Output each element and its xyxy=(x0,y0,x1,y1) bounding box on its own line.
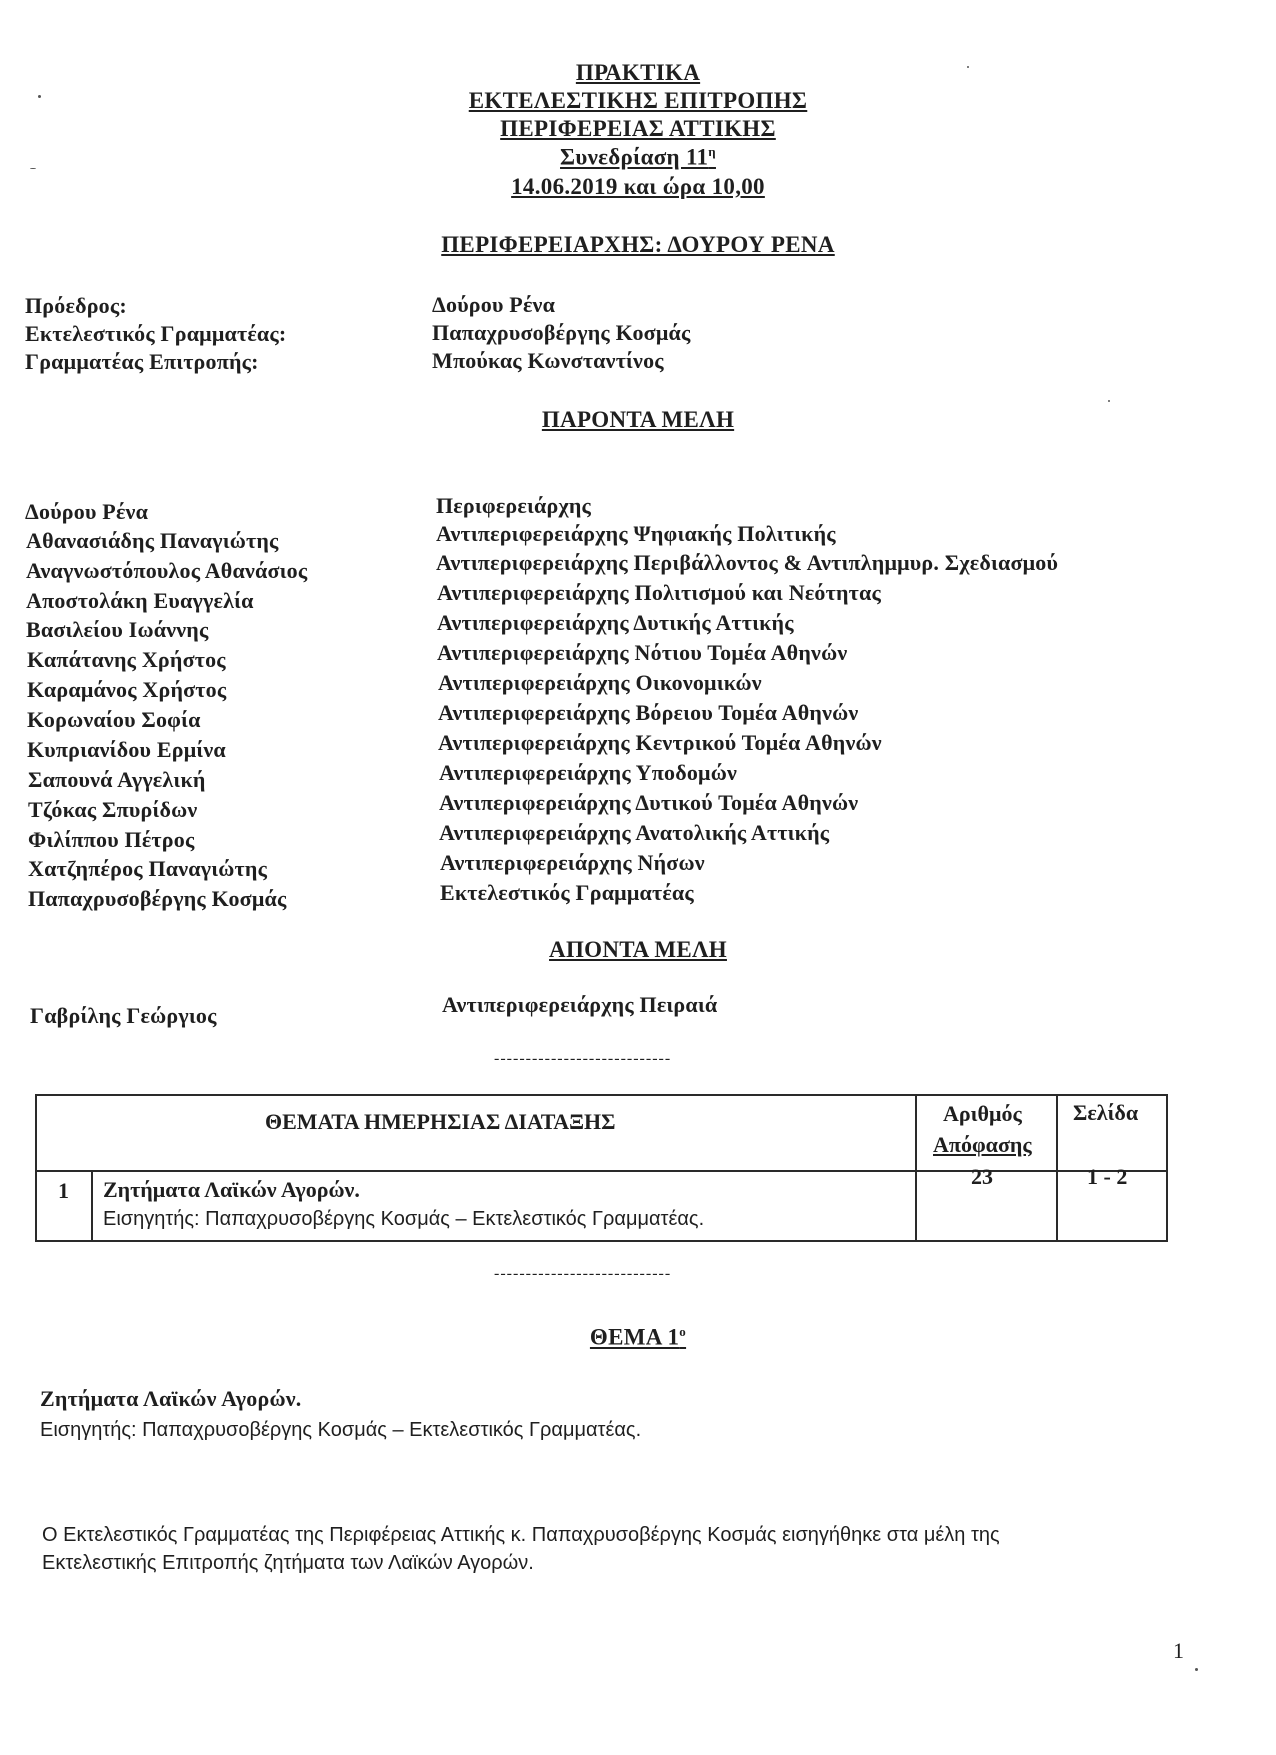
agenda-row-pages: 1 - 2 xyxy=(1087,1164,1128,1189)
present-member-role: Αντιπεριφερειάρχης Νότιου Τομέα Αθηνών xyxy=(437,640,848,665)
present-member-role: Αντιπεριφερειάρχης Οικονομικών xyxy=(438,670,762,695)
present-member-role: Αντιπεριφερειάρχης Βόρειου Τομέα Αθηνών xyxy=(438,700,859,725)
session-number xyxy=(0,144,1276,171)
present-member-role: Αντιπεριφερειάρχης Δυτικού Τομέα Αθηνών xyxy=(439,790,859,815)
officer-role: Γραμματέας Επιτροπής: xyxy=(25,349,259,374)
topic-heading-label: ΘΕΜΑ 1 xyxy=(589,1324,680,1350)
table-border-left xyxy=(35,1094,37,1242)
present-member-role: Αντιπεριφερειάρχης Δυτικής Αττικής xyxy=(437,610,794,635)
present-member-name: Αναγνωστόπουλος Αθανάσιος xyxy=(26,558,308,583)
officer-role: Εκτελεστικός Γραμματέας: xyxy=(25,321,287,346)
topic-heading-ordinal: ο xyxy=(679,1324,687,1339)
agenda-header-decision-line1: Αριθμός xyxy=(943,1101,1022,1126)
agenda-header-decision-line2: Απόφασης xyxy=(933,1132,1032,1157)
present-member-role: Αντιπεριφερειάρχης Ανατολικής Αττικής xyxy=(439,820,830,845)
scan-speck xyxy=(1195,1668,1198,1671)
agenda-header-page: Σελίδα xyxy=(1073,1100,1139,1125)
present-member-name: Κυπριανίδου Ερμίνα xyxy=(27,737,226,762)
officer-name: Δούρου Ρένα xyxy=(432,292,556,317)
table-decision-divider xyxy=(915,1094,917,1242)
officer-name: Παπαχρυσοβέργης Κοσμάς xyxy=(432,320,691,345)
present-member-name: Αποστολάκη Ευαγγελία xyxy=(26,588,254,613)
scan-speck xyxy=(38,95,41,98)
present-member-name: Δούρου Ρένα xyxy=(25,499,149,524)
topic-body-line: Εκτελεστικής Επιτροπής ζητήματα των Λαϊκών Αγορών. xyxy=(42,1552,534,1574)
agenda-row-title: Ζητήματα Λαϊκών Αγορών. xyxy=(103,1177,360,1202)
page-number: 1 xyxy=(1173,1638,1184,1663)
table-border-right xyxy=(1166,1094,1168,1242)
separator-line: ---------------------------- xyxy=(494,1050,672,1067)
scan-speck xyxy=(1108,400,1110,402)
agenda-row-rapporteur: Εισηγητής: Παπαχρυσοβέργης Κοσμάς – Εκτελεστικός Γραμματέας. xyxy=(103,1208,705,1230)
doc-title-committee: ΕΚΤΕΛΕΣΤΙΚΗΣ ΕΠΙΤΡΟΠΗΣ xyxy=(468,88,808,113)
officer-role: Πρόεδρος: xyxy=(25,293,127,318)
present-member-role: Αντιπεριφερειάρχης Πολιτισμού και Νεότητας xyxy=(437,580,881,605)
present-member-role: Εκτελεστικός Γραμματέας xyxy=(440,880,694,905)
doc-title-minutes: ΠΡΑΚΤΙΚΑ xyxy=(575,60,701,85)
scan-speck xyxy=(30,168,36,169)
table-page-divider xyxy=(1056,1094,1058,1242)
table-border-bottom xyxy=(35,1240,1168,1242)
table-header-divider xyxy=(35,1170,1168,1172)
present-member-name: Χατζηπέρος Παναγιώτης xyxy=(28,856,268,881)
agenda-row-number: 1 xyxy=(58,1178,69,1203)
present-member-role: Αντιπεριφερειάρχης Περιβάλλοντος & Αντιπλημμυρ. Σχεδιασμού xyxy=(436,550,1059,575)
present-member-name: Αθανασιάδης Παναγιώτης xyxy=(26,528,279,553)
absent-member-role: Αντιπεριφερειάρχης Πειραιά xyxy=(442,992,718,1017)
topic-body-line: Ο Εκτελεστικός Γραμματέας της Περιφέρειας Αττικής κ. Παπαχρυσοβέργης Κοσμάς εισηγήθηκε στα μέλη της xyxy=(42,1524,1000,1546)
scan-speck xyxy=(967,66,969,68)
present-member-name: Βασιλείου Ιωάννης xyxy=(26,617,209,642)
table-border-top xyxy=(35,1094,1168,1096)
session-datetime: 14.06.2019 και ώρα 10,00 xyxy=(511,174,765,199)
session-ordinal: η xyxy=(708,144,716,159)
governor-heading: ΠΕΡΙΦΕΡΕΙΑΡΧΗΣ: ΔΟΥΡΟΥ ΡΕΝΑ xyxy=(441,232,835,257)
present-member-name: Κορωναίου Σοφία xyxy=(27,707,201,732)
present-member-role: Αντιπεριφερειάρχης Ψηφιακής Πολιτικής xyxy=(436,521,836,546)
present-member-name: Παπαχρυσοβέργης Κοσμάς xyxy=(28,886,287,911)
present-member-name: Σαπουνά Αγγελική xyxy=(28,767,206,792)
table-num-divider xyxy=(91,1170,93,1242)
absent-member-name: Γαβρίλης Γεώργιος xyxy=(30,1003,217,1028)
session-label: Συνεδρίαση 11 xyxy=(560,144,709,170)
agenda-row-decision-number: 23 xyxy=(971,1164,993,1189)
separator-line: ---------------------------- xyxy=(494,1265,672,1282)
topic-rapporteur: Εισηγητής: Παπαχρυσοβέργης Κοσμάς – Εκτελεστικός Γραμματέας. xyxy=(40,1419,642,1441)
present-member-role: Περιφερειάρχης xyxy=(436,493,592,518)
topic-heading xyxy=(0,1324,1276,1351)
present-members-heading: ΠΑΡΟΝΤΑ ΜΕΛΗ xyxy=(541,407,735,432)
agenda-header-topics: ΘΕΜΑΤΑ ΗΜΕΡΗΣΙΑΣ ΔΙΑΤΑΞΗΣ xyxy=(265,1109,616,1134)
present-member-role: Αντιπεριφερειάρχης Υποδομών xyxy=(439,760,738,785)
officer-name: Μπούκας Κωνσταντίνος xyxy=(432,348,664,373)
topic-title: Ζητήματα Λαϊκών Αγορών. xyxy=(40,1386,302,1411)
present-member-role: Αντιπεριφερειάρχης Κεντρικού Τομέα Αθηνών xyxy=(438,730,882,755)
absent-members-heading: ΑΠΟΝΤΑ ΜΕΛΗ xyxy=(549,937,727,962)
present-member-name: Καραμάνος Χρήστος xyxy=(27,677,227,702)
doc-title-region: ΠΕΡΙΦΕΡΕΙΑΣ ΑΤΤΙΚΗΣ xyxy=(500,116,776,141)
present-member-name: Φιλίππου Πέτρος xyxy=(28,827,195,852)
present-member-name: Τζόκας Σπυρίδων xyxy=(28,797,198,822)
present-member-name: Καπάτανης Χρήστος xyxy=(27,647,226,672)
present-member-role: Αντιπεριφερειάρχης Νήσων xyxy=(440,850,705,875)
